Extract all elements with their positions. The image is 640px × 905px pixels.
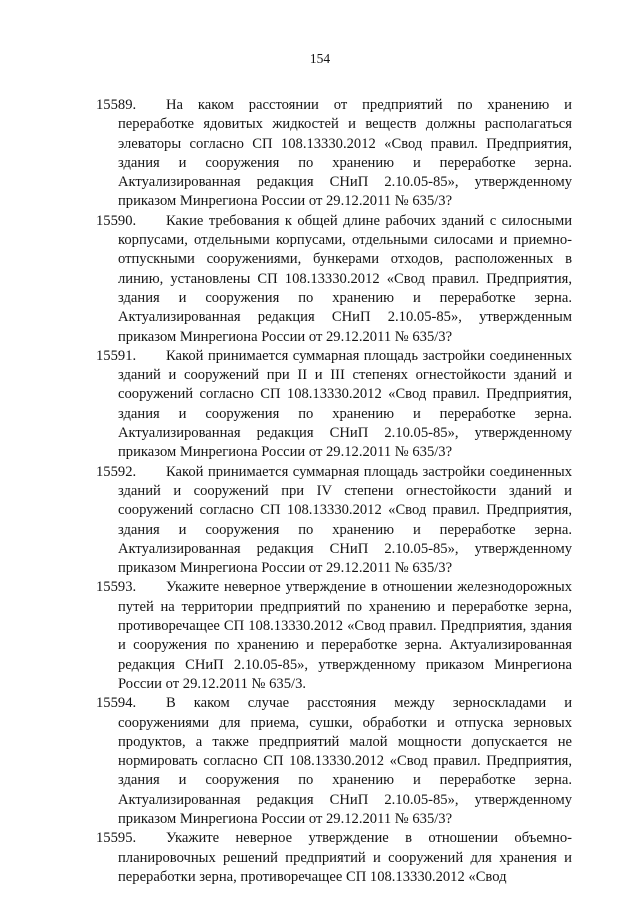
- question-item: [96, 578, 572, 694]
- question-number: 15589.: [96, 97, 137, 113]
- question-list: [96, 96, 572, 887]
- question-text: В каком случае расстояния между зерноскладами и сооружениями для приема, сушки, обработки и отпуска зерновых продуктов, а также предприятий малой мощности допускается не нормировать согласно СП 108.13330.2012 «Свод правил. Предприятия, здания и сооружения по хранению и переработке зерна. Актуализированная редакция СНиП 2.10.05-85», утвержденному приказом Минрегиона России от 29.12.2011 № 635/3?: [118, 695, 572, 827]
- question-item: [96, 96, 572, 212]
- question-text: Какой принимается суммарная площадь застройки соединенных зданий и сооружений при II и III степенях огнестойкости зданий и сооружений согласно СП 108.13330.2012 «Свод правил. Предприятия, здания и сооружения по хранению и переработке зерна. Актуализированная редакция СНиП 2.10.05-85», утвержденному приказом Минрегиона России от 29.12.2011 № 635/3?: [118, 347, 572, 461]
- question-text: Укажите неверное утверждение в отношении объемно-планировочных решений предприятий и сооружений для хранения и переработки зерна, противоречащее СП 108.13330.2012 «Свод: [118, 830, 572, 885]
- question-number: 15594.: [96, 695, 137, 712]
- question-text: Какие требования к общей длине рабочих зданий с силосными корпусами, отдельными корпусами, отдельными силосами и приемно-отпускными сооружениями, бункерами отходов, расположенных в линию, установлены СП 108.13330.2012 «Свод правил. Предприятия, здания и сооружения по хранению и переработке зерна. Актуализированная редакция СНиП 2.10.05-85», утвержденным приказом Минрегиона России от 29.12.2011 № 635/3?: [118, 212, 572, 345]
- question-text: Укажите неверное утверждение в отношении железнодорожных путей на территории предприятий по хранению и переработке зерна, противоречащее СП 108.13330.2012 «Свод правил. Предприятия, здания и сооружения по хранению и переработке зерна. Актуализированная редакция СНиП 2.10.05-85», утвержденному приказом Минрегиона России от 29.12.2011 № 635/3.: [118, 579, 572, 692]
- question-item: [96, 829, 572, 887]
- question-text: Какой принимается суммарная площадь застройки соединенных зданий и сооружений при IV степени огнестойкости зданий и сооружений согласно СП 108.13330.2012 «Свод правил. Предприятия, здания и сооружения по хранению и переработке зерна. Актуализированная редакция СНиП 2.10.05-85», утвержденному приказом Минрегиона России от 29.12.2011 № 635/3?: [118, 463, 572, 577]
- question-item: [96, 347, 572, 463]
- question-number: 15591.: [96, 347, 137, 364]
- question-item: [96, 694, 572, 829]
- question-number: 15590.: [96, 212, 137, 229]
- question-number: 15592.: [96, 463, 137, 480]
- question-item: [96, 463, 572, 579]
- question-number: 15595.: [96, 830, 137, 847]
- question-number: 15593.: [96, 579, 137, 596]
- page-number: 154: [309, 51, 331, 66]
- question-item: [96, 212, 572, 347]
- question-text: На каком расстоянии от предприятий по хранению и переработке ядовитых жидкостей и веществ должны располагаться элеваторы согласно СП 108.13330.2012 «Свод правил. Предприятия, здания и сооружения по хранению и переработке зерна. Актуализированная редакция СНиП 2.10.05-85», утвержденному приказом Минрегиона России от 29.12.2011 № 635/3?: [118, 97, 572, 210]
